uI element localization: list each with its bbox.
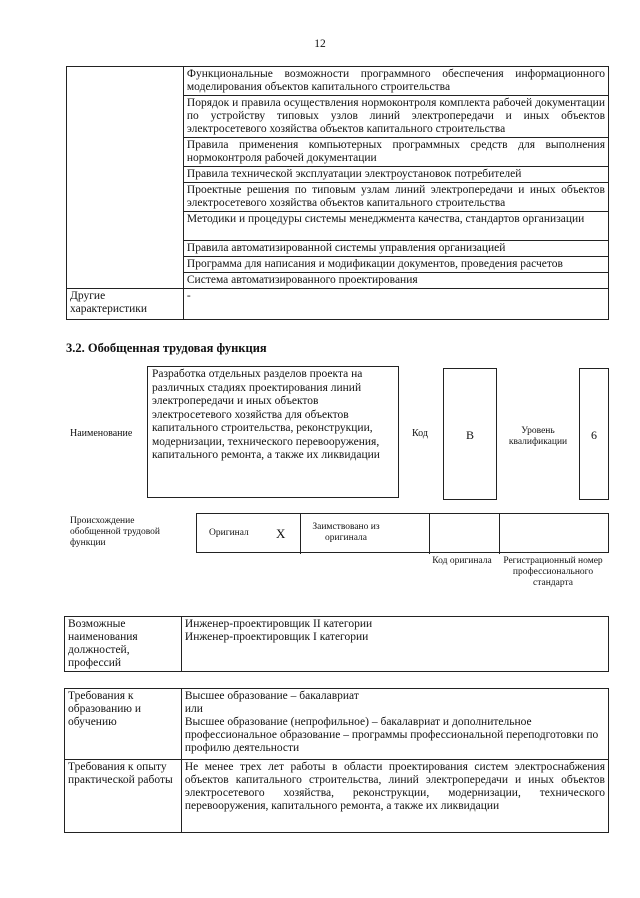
other-characteristics-value: - bbox=[183, 289, 608, 320]
education-line: или bbox=[184, 703, 203, 715]
knowledge-item: Проектные решения по типовым узлам линий электропередачи и иных объектов электросетевого хозяйства объектов капитального строительства bbox=[183, 183, 608, 212]
knowledge-item: Правила автоматизированной системы управления организацией bbox=[183, 241, 608, 257]
divider bbox=[429, 514, 430, 554]
requirements-table bbox=[64, 688, 609, 833]
divider bbox=[300, 514, 301, 554]
other-characteristics-label: Другие характеристики bbox=[67, 289, 184, 320]
code-original-caption: Код оригинала bbox=[432, 556, 492, 566]
knowledge-table bbox=[66, 66, 609, 320]
function-name-value: Разработка отдельных разделов проекта на различных стадиях проектирования линий электропередачи и иных объектов электросетевого хозяйства для объектов капитального строительства, реконструкции, модернизации, технического перевооружения, капитального ремонта, а также их ликвидации bbox=[152, 368, 380, 461]
experience-value: Не менее трех лет работы в области проектирования систем электроснабжения объектов капитального строительства, линий электропередачи и иных объектов электросетевого хозяйства, реконструкции, модернизации, технического перевооружения, капитального ремонта, а также их ликвидации bbox=[181, 760, 608, 833]
table-row bbox=[65, 617, 609, 672]
education-label: Требования к образованию и обучению bbox=[65, 689, 182, 760]
code-value: B bbox=[465, 428, 474, 442]
function-name-box bbox=[147, 366, 399, 498]
positions-table bbox=[64, 616, 609, 672]
position-item: Инженер-проектировщик I категории bbox=[184, 631, 369, 643]
knowledge-item: Правила технической эксплуатации электроустановок потребителей bbox=[183, 167, 608, 183]
code-label: Код bbox=[412, 428, 428, 439]
education-line: Высшее образование – бакалавриат bbox=[184, 690, 359, 702]
education-values bbox=[181, 689, 608, 760]
position-item: Инженер-проектировщик II категории bbox=[184, 618, 373, 630]
knowledge-item: Методики и процедуры системы менеджмента качества, стандартов организации bbox=[183, 212, 608, 241]
original-label: Оригинал bbox=[209, 528, 249, 538]
code-value-box bbox=[443, 368, 497, 500]
qualification-level-box bbox=[579, 368, 609, 500]
borrowed-label: Заимствовано из оригинала bbox=[312, 522, 380, 543]
knowledge-item: Порядок и правила осуществления нормоконтроля комплекта рабочей документации по устройству типовых узлов линий электропередачи и иных объектов электросетевого хозяйства объектов капитального строительства bbox=[183, 96, 608, 138]
table-row bbox=[67, 67, 609, 96]
education-line: Высшее образование (непрофильное) – бакалавриат и дополнительное профессиональное образование – программы профессиональной переподготовки по профилю деятельности bbox=[184, 716, 599, 754]
knowledge-item: Функциональные возможности программного обеспечения информационного моделирования объектов капитального строительства bbox=[183, 67, 608, 96]
table-row bbox=[67, 289, 609, 320]
section-title: 3.2. Обобщенная трудовая функция bbox=[66, 341, 267, 355]
original-mark: X bbox=[276, 526, 286, 541]
origin-label: Происхождение обобщенной трудовой функции bbox=[70, 516, 160, 548]
divider bbox=[499, 514, 500, 554]
positions-label: Возможные наименования должностей, профессий bbox=[65, 617, 182, 672]
page-number: 12 bbox=[314, 38, 326, 50]
name-label: Наименование bbox=[70, 428, 133, 439]
knowledge-item: Правила применения компьютерных программных средств для выполнения нормоконтроля рабочей документации bbox=[183, 138, 608, 167]
registration-number-caption: Регистрационный номер профессионального стандарта bbox=[503, 556, 603, 588]
knowledge-item: Программа для написания и модификации документов, проведения расчетов bbox=[183, 257, 608, 273]
qualification-level-value: 6 bbox=[591, 428, 597, 442]
knowledge-item: Система автоматизированного проектирования bbox=[183, 273, 608, 289]
experience-label: Требования к опыту практической работы bbox=[65, 760, 182, 833]
table-row bbox=[65, 689, 609, 760]
positions-values bbox=[181, 617, 608, 672]
table-row bbox=[65, 760, 609, 833]
qualification-level-label: Уровень квалификации bbox=[508, 426, 568, 447]
knowledge-label-cell bbox=[67, 67, 184, 289]
origin-box bbox=[196, 513, 609, 553]
